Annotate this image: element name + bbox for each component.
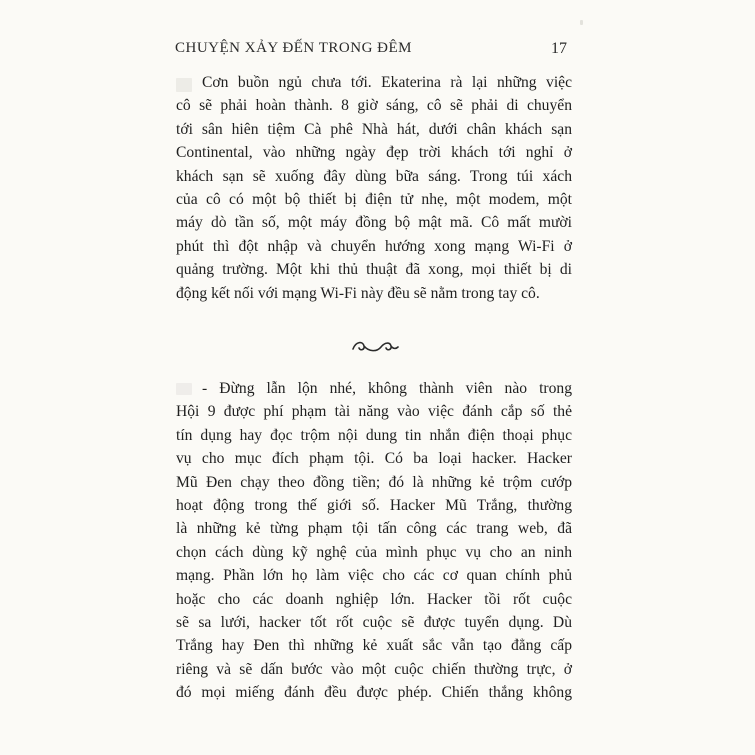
- text-line: của cô có một bộ thiết bị điện tử nhẹ, một modem, một: [176, 191, 572, 209]
- text-line: riêng và sẽ dấn bước vào một cuộc chiến thường trực, ở: [176, 660, 572, 678]
- page-number: 17: [551, 40, 567, 57]
- text-line: tín dụng hay đọc trộm nội dung tin nhắn điện thoại phục: [176, 426, 572, 444]
- paper-fleck: [176, 78, 192, 92]
- text-line: hoạt động trong thế giới số. Hacker Mũ Trắng, thường: [176, 497, 572, 515]
- text-line: động kết nối với mạng Wi-Fi này đều sẽ nằm trong tay cô.: [176, 284, 540, 302]
- text-line: - Đừng lẫn lộn nhé, không thành viên nào trong: [202, 380, 572, 397]
- text-line: cô sẽ phải hoàn thành. 8 giờ sáng, cô sẽ phải di chuyển: [176, 97, 572, 115]
- text-line: chọn cách dùng kỹ nghệ của mình phục vụ cho an ninh: [176, 543, 572, 561]
- text-line: vụ cho mục đích phạm tội. Có ba loại hacker. Hacker: [176, 450, 572, 468]
- text-line: sẽ sa lưới, hacker tốt rốt cuộc sẽ được tuyển dụng. Dù: [176, 614, 572, 632]
- paragraph-1: [176, 71, 572, 305]
- text-line: mạng. Phần lớn họ làm việc cho các cơ quan chính phủ: [176, 567, 572, 585]
- text-line: Cơn buồn ngủ chưa tới. Ekaterina rà lại những việc: [202, 74, 572, 91]
- paper-fleck: [176, 383, 192, 395]
- text-line: Trắng hay Đen thì những kẻ xuất sắc vẫn tạo đẳng cấp: [176, 637, 572, 655]
- text-line: là những kẻ từng phạm tội tấn công các trang web, đã: [176, 520, 572, 538]
- swirl-ornament-icon: [350, 336, 400, 358]
- text-line: đó mọi miếng đánh đều được phép. Chiến thắng không: [176, 684, 572, 702]
- text-line: khách sạn sẽ xuống đây dùng bữa sáng. Trong túi xách: [176, 167, 572, 185]
- text-line: hoặc cho các doanh nghiệp lớn. Hacker tồi rốt cuộc: [176, 590, 572, 608]
- text-line: Hội 9 được phí phạm tài năng vào việc đánh cắp số thẻ: [176, 403, 572, 421]
- text-line: Mũ Đen chạy theo đồng tiền; đó là những kẻ trộm cướp: [176, 473, 572, 491]
- text-line: quảng trường. Một khi thủ thuật đã xong, mọi thiết bị di: [176, 261, 572, 279]
- running-header: CHUYỆN XẢY ĐẾN TRONG ĐÊM: [175, 40, 412, 56]
- paper-fleck: [580, 20, 583, 25]
- paragraph-2: [176, 377, 572, 705]
- text-line: máy dò tần số, một máy đồng bộ mật mã. Cô mất mười: [176, 214, 572, 232]
- text-line: tới sân hiên tiệm Cà phê Nhà hát, dưới chân khách sạn: [176, 120, 572, 138]
- text-line: Continental, vào những ngày đẹp trời khách tới nghỉ ở: [176, 144, 572, 162]
- text-line: phút thì đột nhập và chuyển hướng xong mạng Wi-Fi ở: [176, 237, 572, 255]
